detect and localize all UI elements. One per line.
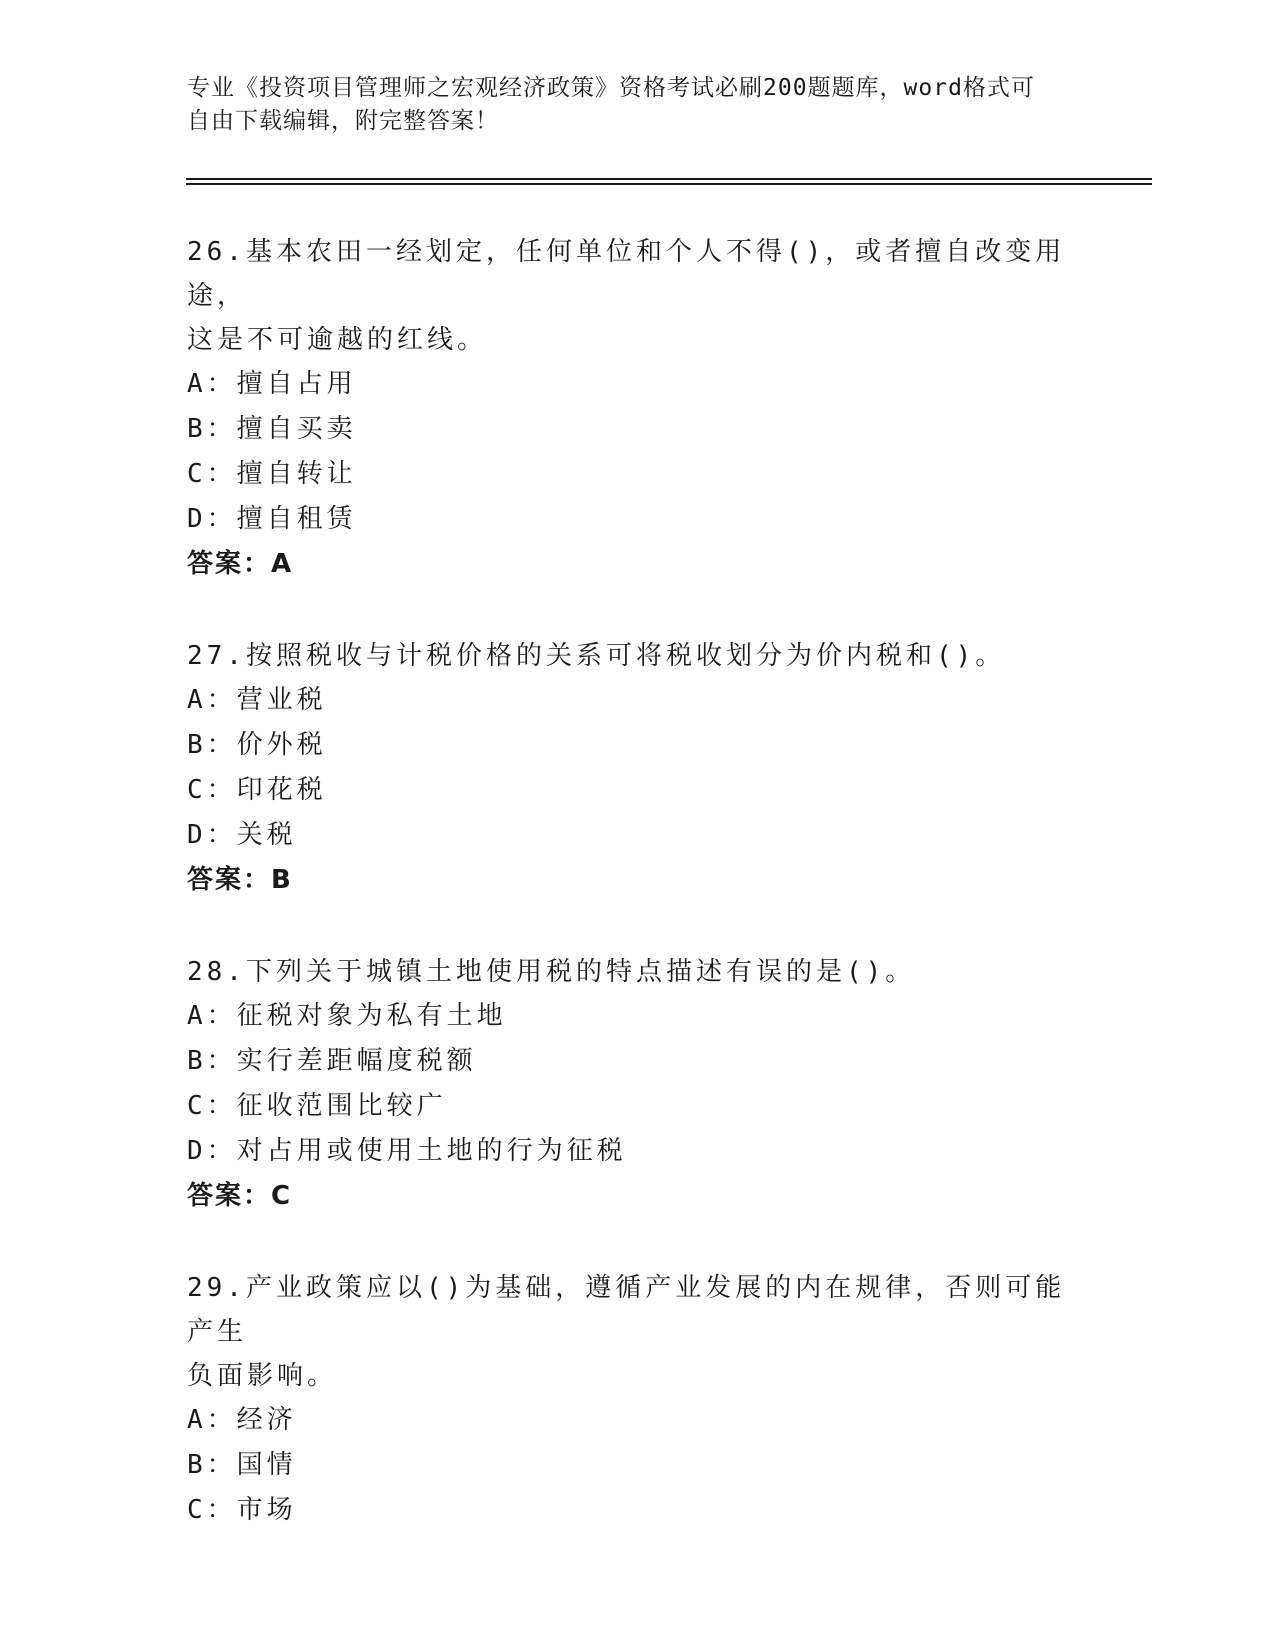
option-c: C：征收范围比较广	[187, 1091, 447, 1121]
question-29	[187, 1266, 1087, 1533]
answer: 答案：C	[187, 1181, 293, 1211]
option-a: A：擅自占用	[187, 369, 357, 399]
option-b: B：实行差距幅度税额	[187, 1046, 477, 1076]
answer: 答案：A	[187, 549, 294, 579]
question-stem-line: 28.下列关于城镇土地使用税的特点描述有误的是()。	[187, 957, 916, 987]
option-c: C：市场	[187, 1495, 297, 1525]
header-divider-top	[186, 178, 1152, 180]
question-stem-line: 这是不可逾越的红线。	[187, 325, 488, 355]
option-a: A：经济	[187, 1405, 297, 1435]
question-stem-line: 27.按照税收与计税价格的关系可将税收划分为价内税和()。	[187, 641, 1006, 671]
option-b: B：价外税	[187, 730, 327, 760]
question-27	[187, 634, 1087, 903]
option-c: C：擅自转让	[187, 459, 357, 489]
answer: 答案：B	[187, 865, 293, 895]
option-b: B：国情	[187, 1450, 297, 1480]
option-b: B：擅自买卖	[187, 414, 357, 444]
option-d: D：对占用或使用土地的行为征税	[187, 1136, 627, 1166]
header-divider-bottom	[186, 183, 1152, 185]
option-d: D：关税	[187, 820, 297, 850]
option-c: C：印花税	[187, 775, 327, 805]
document-header	[187, 72, 1087, 138]
question-26	[187, 230, 1087, 587]
question-stem-line: 负面影响。	[187, 1361, 338, 1391]
header-line-2: 自由下载编辑，附完整答案！	[187, 108, 499, 134]
question-stem-line: 26.基本农田一经划定，任何单位和个人不得()，或者擅自改变用途，	[187, 237, 1066, 311]
option-a: A：营业税	[187, 685, 327, 715]
option-a: A：征税对象为私有土地	[187, 1001, 507, 1031]
option-d: D：擅自租赁	[187, 504, 357, 534]
question-28	[187, 950, 1087, 1219]
question-stem-line: 29.产业政策应以()为基础，遵循产业发展的内在规律，否则可能产生	[187, 1273, 1066, 1347]
question-list	[187, 230, 1087, 1580]
header-line-1: 专业《投资项目管理师之宏观经济政策》资格考试必刷200题题库，word格式可	[187, 75, 1035, 101]
